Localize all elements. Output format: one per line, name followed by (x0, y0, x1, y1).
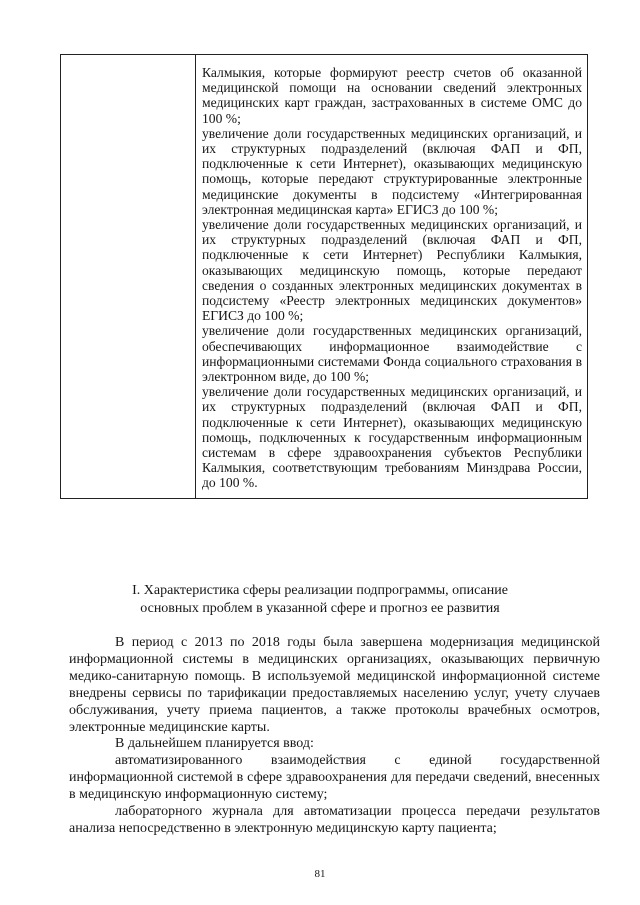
table-right-cell (196, 55, 588, 499)
indicator-paragraph: увеличение доли государственных медицинских организаций, и их структурных подразделений (включая ФАП и ФП, подключенные к сети Интернет) Республики Калмыкия, оказывающих медицинскую помощь, которые передают сведения о созданных электронных медицинских документах в подсистему «Реестр электронных медицинских документов» ЕГИСЗ до 100 %; (202, 217, 582, 324)
indicators-table (60, 54, 588, 499)
indicator-paragraph: увеличение доли государственных медицинских организаций, обеспечивающих информационное взаимодействие с информационными системами Фонда социального страхования в электронном виде, до 100 %; (202, 323, 582, 385)
body-paragraph: автоматизированного взаимодействия с единой государственной информационной системой в сфере здравоохранения для передачи сведений, внесенных в медицинскую информационную систему; (69, 753, 600, 803)
body-paragraph: лабораторного журнала для автоматизации процесса передачи результатов анализа непосредственно в электронную медицинскую карту пациента; (69, 804, 600, 836)
body-paragraph: В период с 2013 по 2018 годы была завершена модернизация медицинской информационной системы в медицинских организациях, оказывающих первичную медико-санитарную помощь. В используемой медицинской информационной системе внедрены сервисы по тарификации предоставляемых населению услуг, учету случаев обслуживания, учету приема пациентов, а также протоколы врачебных осмотров, электронные медицинские карты. (69, 635, 600, 735)
body-text (69, 635, 600, 838)
indicator-paragraph: Калмыкия, которые формируют реестр счетов об оказанной медицинской помощи на основании сведений электронных медицинских карт граждан, застрахованных в системе ОМС до 100 %; (202, 65, 582, 126)
section-heading (70, 582, 570, 618)
section-heading-line: I. Характеристика сферы реализации подпрограммы, описание (132, 583, 508, 598)
table-row (61, 55, 588, 499)
indicator-paragraph: увеличение доли государственных медицинских организаций, и их структурных подразделений (включая ФАП и ФП, подключенные к сети Интернет), оказывающих медицинскую помощь, которые передают структурированные электронные медицинские документы в подсистему «Интегрированная электронная медицинская карта» ЕГИСЗ до 100 %; (202, 125, 582, 217)
section-heading-line: основных проблем в указанной сфере и прогноз ее развития (140, 601, 500, 616)
body-paragraph: В дальнейшем планируется ввод: (115, 736, 314, 752)
page-number: 81 (314, 868, 326, 880)
indicator-paragraph: увеличение доли государственных медицинских организаций, и их структурных подразделений (включая ФАП и ФП, подключенные к сети Интернет), оказывающих медицинскую помощь, подключенных к государственным информационным системам в сфере здравоохранения субъектов Республики Калмыкия, соответствующим требованиям Минздрава России, до 100 %. (202, 384, 582, 491)
table-left-cell (61, 55, 196, 499)
